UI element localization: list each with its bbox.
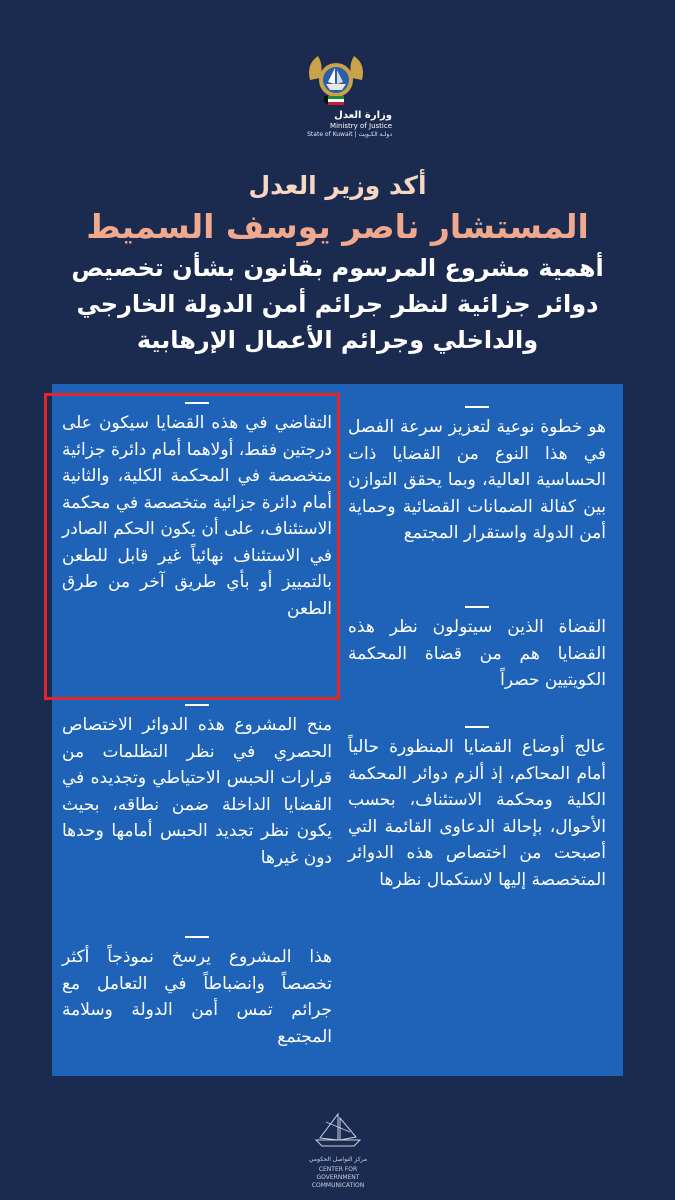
footer-org-ar: مركز التواصل الحكومي xyxy=(308,1156,368,1163)
gov-communication-logo xyxy=(298,1110,378,1189)
point-block xyxy=(62,936,332,1050)
dhow-sail-icon xyxy=(308,1110,368,1150)
headline-line-4: دوائر جزائية لنظر جرائم أمن الدولة الخارجي xyxy=(76,290,599,318)
ministry-name-ar: وزارة العدل xyxy=(334,110,392,121)
footer-org-en: CENTER FOR GOVERNMENT COMMUNICATION xyxy=(311,1166,365,1189)
divider-dash xyxy=(185,704,209,706)
minister-name: المستشار ناصر يوسف السميط xyxy=(86,207,589,246)
ministry-name-en: Ministry of Justice xyxy=(330,122,392,130)
red-highlight-frame xyxy=(44,393,340,700)
state-name: State of Kuwait | دولـة الكـويت xyxy=(307,131,392,138)
divider-dash xyxy=(465,406,489,408)
point-block xyxy=(348,406,606,547)
divider-dash xyxy=(465,606,489,608)
point-block xyxy=(348,726,606,893)
point-text: منح المشروع هذه الدوائر الاختصاص الحصري في نظر التظلمات من قرارات الحبس الاحتياطي وتجديده في القضايا الداخلة ضمن نطاقه، بحيث يكون نظر تجديد الحبس أمامها وحدها دون غيرها xyxy=(62,715,332,868)
point-block xyxy=(62,704,332,871)
point-block xyxy=(348,606,606,694)
point-text: هو خطوة نوعية لتعزيز سرعة الفصل في هذا النوع من القضايا ذات الحساسية العالية، وبما يحقق التوازن بين كفالة الضمانات القضائية وحماية أمن الدولة واستقرار المجتمع xyxy=(348,417,606,543)
kuwait-emblem-icon xyxy=(304,50,368,112)
divider-dash xyxy=(185,936,209,938)
divider-dash xyxy=(465,726,489,728)
headline-line-5: والداخلي وجرائم الأعمال الإرهابية xyxy=(136,326,539,354)
point-text: عالج أوضاع القضايا المنظورة حالياً أمام المحاكم، إذ ألزم دوائر المحكمة الكلية ومحكمة الاستئناف، بحسب الأحوال، بإحالة الدعاوى القائمة التي أصبحت من اختصاص هذه الدوائر المتخصصة إليها لاستكمال نظرها xyxy=(348,737,606,890)
headline-line-3: أهمية مشروع المرسوم بقانون بشأن تخصيص xyxy=(71,254,604,282)
point-text: القضاة الذين سيتولون نظر هذه القضايا هم من قضاة المحكمة الكويتيين حصراً xyxy=(348,617,606,690)
headline xyxy=(30,168,645,358)
point-text: التقاضي في هذه القضايا سيكون على درجتين فقط، أولاهما أمام دائرة جزائية متخصصة في المحكمة الكلية، والثانية أمام دائرة جزائية متخصصة في محكمة الاستئناف، على أن يكون الحكم الصادر في الاستئناف نهائياً غير قابل للطعن بالتمييز أو بأي طريق آخر من طرق الطعن xyxy=(62,413,332,619)
ministry-logo xyxy=(290,50,400,160)
point-text: هذا المشروع يرسخ نموذجاً أكثر تخصصاً وانضباطاً في التعامل مع جرائم تمس أمن الدولة وسلامة المجتمع xyxy=(62,947,332,1047)
headline-intro: أكد وزير العدل xyxy=(248,171,427,200)
